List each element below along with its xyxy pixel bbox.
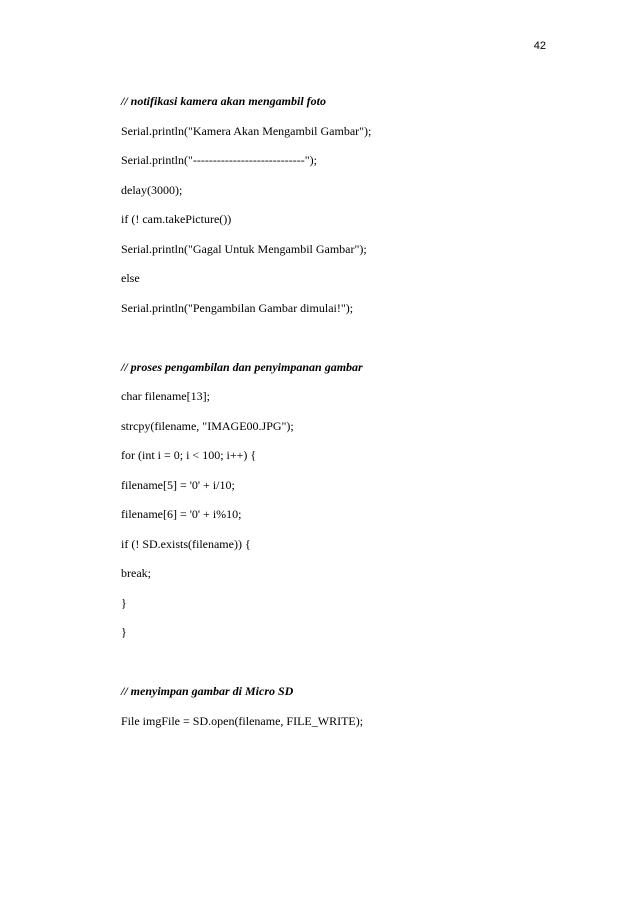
code-line: filename[6] = '0' + i%10; <box>121 507 242 521</box>
code-line: if (! cam.takePicture()) <box>121 212 232 226</box>
code-line: File imgFile = SD.open(filename, FILE_WRITE); <box>121 713 364 728</box>
code-line: Serial.println("Pengambilan Gambar dimulai!"); <box>121 300 354 315</box>
code-line: for (int i = 0; i < 100; i++) { <box>121 448 257 462</box>
code-line: } <box>121 625 127 639</box>
page-number: 42 <box>533 40 546 52</box>
code-comment: // notifikasi kamera akan mengambil foto <box>121 94 327 108</box>
blank-line <box>121 654 551 684</box>
code-line: } <box>121 595 127 610</box>
code-line: filename[5] = '0' + i/10; <box>121 477 235 492</box>
code-line: strcpy(filename, "IMAGE00.JPG"); <box>121 418 294 433</box>
code-listing <box>121 93 551 742</box>
code-line: char filename[13]; <box>121 389 210 403</box>
code-line: if (! SD.exists(filename)) { <box>121 536 251 551</box>
blank-line <box>121 329 551 359</box>
code-comment: // proses pengambilan dan penyimpanan gambar <box>121 359 363 374</box>
code-line: delay(3000); <box>121 182 183 197</box>
code-line: Serial.println("Gagal Untuk Mengambil Gambar"); <box>121 241 367 256</box>
code-line: Serial.println("----------------------------"); <box>121 153 318 167</box>
code-comment: // menyimpan gambar di Micro SD <box>121 684 294 698</box>
code-line: Serial.println("Kamera Akan Mengambil Gambar"); <box>121 123 372 138</box>
code-line: break; <box>121 566 151 580</box>
code-line: else <box>121 271 140 285</box>
